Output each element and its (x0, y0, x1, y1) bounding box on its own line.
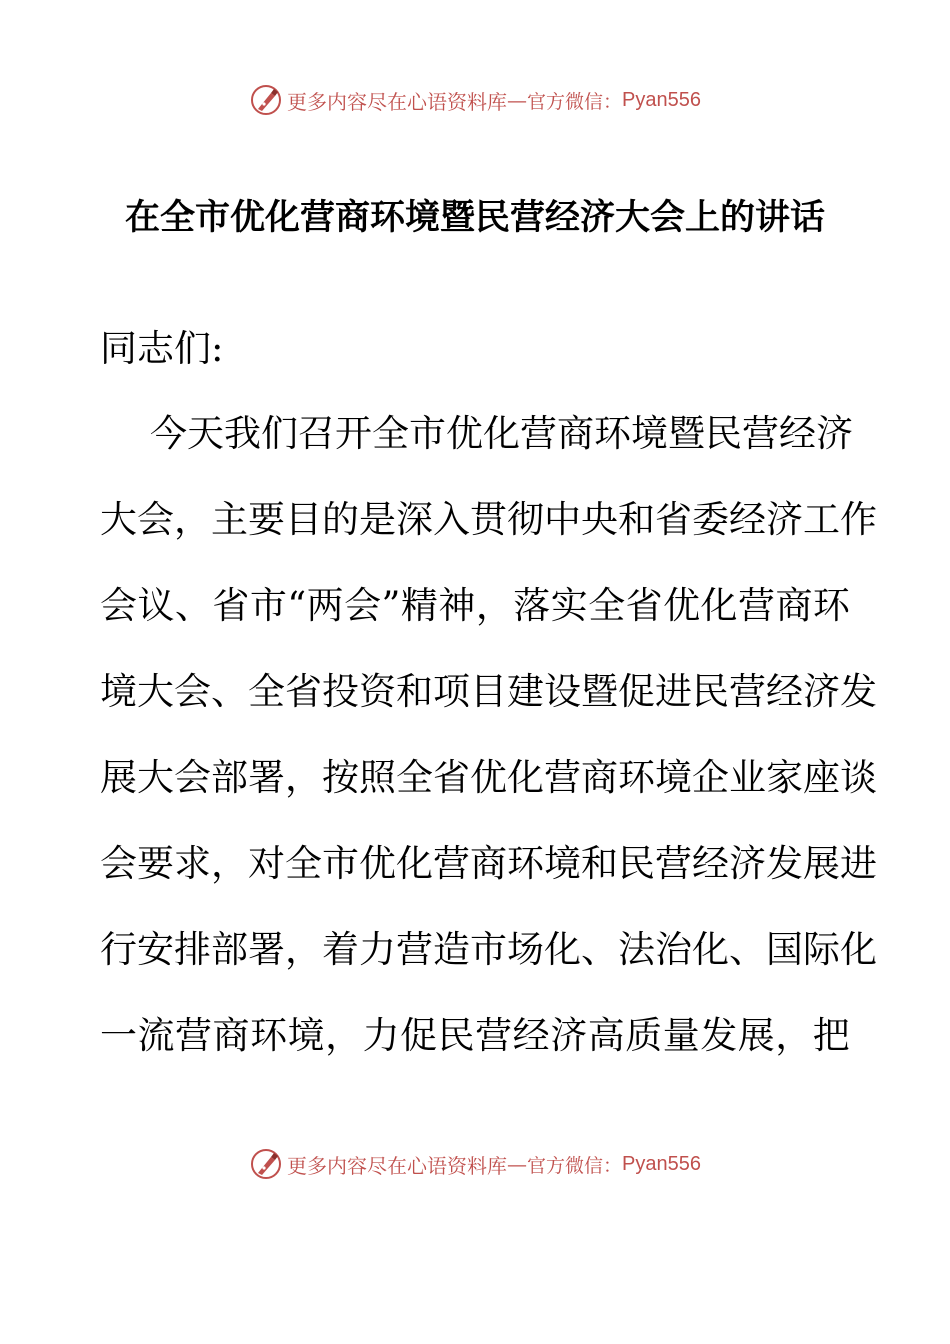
document-title: 在全市优化营商环境暨民营经济大会上的讲话 (124, 198, 825, 238)
pen-nib-logo-icon (249, 1147, 283, 1181)
watermark-brand-text: 更多内容尽在心语资料库 (287, 89, 507, 114)
paragraph-line: 大 会 ， 主 要 目 的 是 深 入 贯 彻 中 央 和 省 委 经 济 工 作 (100, 498, 877, 541)
paragraph-line: 境 大 会 、 全 省 投 资 和 项 目 建 设 暨 促 进 民 营 经 济 发 (100, 670, 877, 713)
pen-nib-logo-icon (249, 83, 283, 117)
watermark-official-label: 官方微信： (527, 90, 623, 113)
body-paragraph (100, 412, 877, 1100)
watermark-official-label: 官方微信： (527, 1154, 623, 1177)
watermark-banner-bottom (0, 1144, 950, 1184)
watermark-dash: — (507, 88, 527, 112)
paragraph-line: 会 要 求 ， 对 全 市 优 化 营 商 环 境 和 民 营 经 济 发 展 进 (100, 842, 877, 885)
watermark-wechat-id: Pyan556 (622, 1152, 701, 1175)
watermark-dash: — (507, 1152, 527, 1176)
paragraph-line: 行 安 排 部 署 ， 着 力 营 造 市 场 化 、 法 治 化 、 国 际 化 (100, 928, 877, 971)
watermark-brand-text: 更多内容尽在心语资料库 (287, 1153, 507, 1178)
watermark-banner-top (0, 80, 950, 120)
watermark-wechat-id: Pyan556 (622, 88, 701, 111)
paragraph-line: 会 议 、 省 市 “ 两 会 ” 精 神 ， 落 实 全 省 优 化 营 商 环 (100, 584, 850, 627)
paragraph-line: 展 大 会 部 署 ， 按 照 全 省 优 化 营 商 环 境 企 业 家 座 谈 (100, 756, 877, 799)
salutation: 同志们: (100, 327, 224, 370)
paragraph-line: 一 流 营 商 环 境 ， 力 促 民 营 经 济 高 质 量 发 展 ， 把 (100, 1014, 850, 1057)
paragraph-line: 今 天 我 们 召 开 全 市 优 化 营 商 环 境 暨 民 营 经 济 (150, 412, 853, 455)
